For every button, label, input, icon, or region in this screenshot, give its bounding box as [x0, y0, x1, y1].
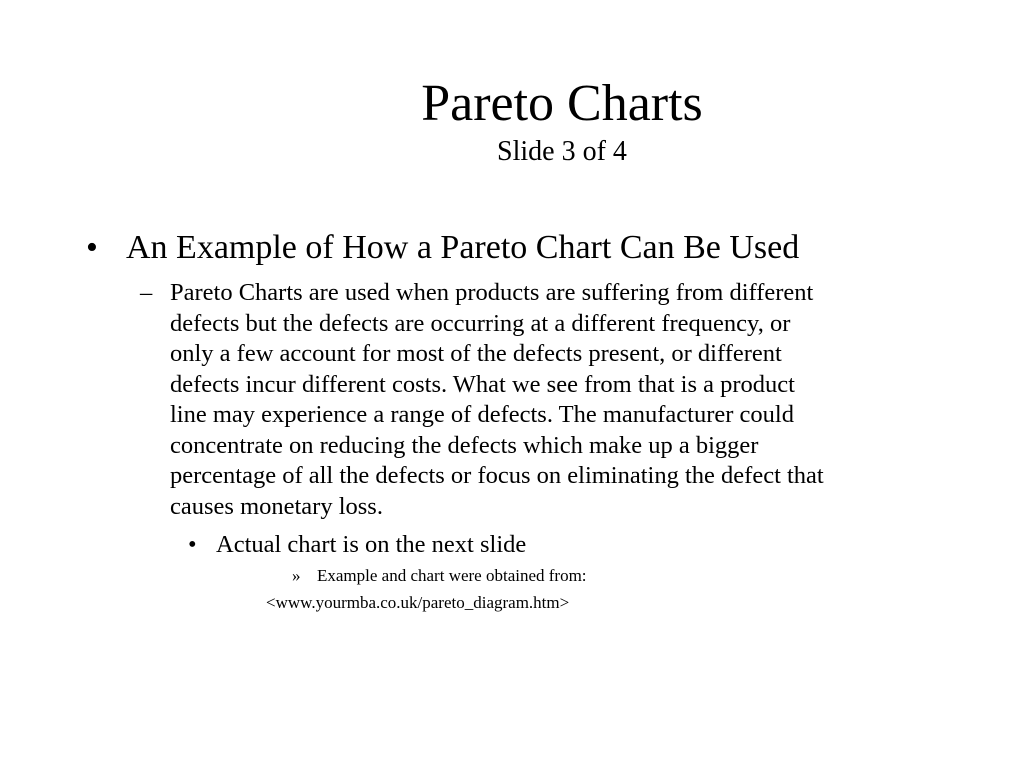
description-text: Pareto Charts are used when products are suffering from different defects but the defects are occurring at a different frequency, or only a few account for most of the defects present, or different defects incur different costs. What we see from that is a product line may experience a range of defects. The manufacturer could concentrate on reducing the defects which make up a bigger percentage of all the defects or focus on eliminating the defect that causes monetary loss.: [170, 279, 824, 520]
dash-marker: –: [140, 279, 153, 306]
source-url: <www.yourmba.co.uk/pareto_diagram.htm>: [266, 593, 570, 612]
bullet-marker: •: [86, 229, 98, 266]
slide-subtitle: Slide 3 of 4: [497, 136, 627, 167]
slide-title: Pareto Charts: [421, 75, 703, 132]
title-block: [312, 74, 812, 168]
sub-bullet-marker: •: [188, 531, 197, 558]
main-bullet-text: An Example of How a Pareto Chart Can Be Used: [126, 229, 800, 266]
source-marker: »: [292, 566, 301, 585]
source-label: Example and chart were obtained from:: [317, 566, 587, 585]
sub-bullet-text: Actual chart is on the next slide: [216, 531, 527, 558]
